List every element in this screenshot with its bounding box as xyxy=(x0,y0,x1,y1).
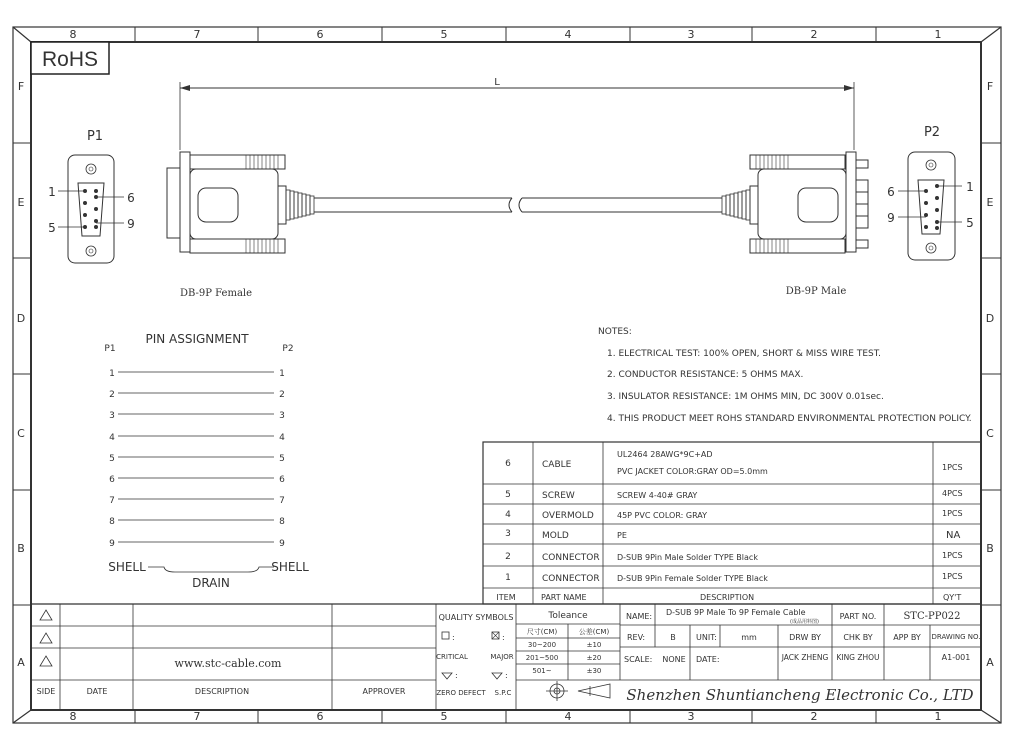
row-label-b-right: B xyxy=(986,542,994,555)
shell-right-label: SHELL xyxy=(271,560,309,574)
bom-row-4-desc: 45P PVC COLOR: GRAY xyxy=(617,511,708,520)
notes-title: NOTES: xyxy=(598,327,632,337)
name-sub: (成品用料图) xyxy=(790,619,819,625)
note-4: 4. THIS PRODUCT MEET ROHS STANDARD ENVIRONMENTAL PROTECTION POLICY. xyxy=(607,414,972,424)
tolerance-title: Toleance xyxy=(548,611,588,621)
tol-row2-range: 201~500 xyxy=(525,654,559,662)
pa-left-6: 6 xyxy=(109,475,115,485)
warning-icon xyxy=(40,633,52,643)
male-caption: DB-9P Male xyxy=(785,286,847,297)
drw-by-value: JACK ZHENG xyxy=(781,653,829,662)
col-label-4: 4 xyxy=(564,28,572,41)
rev-header-desc: DESCRIPTION xyxy=(194,687,250,696)
row-label-a-right: A xyxy=(986,656,994,669)
col-label-7: 7 xyxy=(193,28,201,41)
pa-right-1: 1 xyxy=(279,369,285,379)
male-connector-body xyxy=(722,152,868,253)
zero-defect-icon xyxy=(442,673,452,679)
title-grid xyxy=(620,604,981,704)
bom-row-3-qty: NA xyxy=(946,530,961,541)
pa-right-5: 5 xyxy=(279,454,285,464)
unit-label: UNIT: xyxy=(696,633,717,642)
row-label-e: E xyxy=(17,196,25,209)
revision-warning-icons xyxy=(40,610,52,666)
row-label-f-right: F xyxy=(986,80,994,93)
p2-label: P2 xyxy=(923,125,941,140)
col-label-6: 6 xyxy=(316,28,324,41)
tolerance-col1: 尺寸(CM) xyxy=(526,628,558,636)
zero-defect-label: ZERO DEFECT xyxy=(436,689,486,697)
svg-text::: : xyxy=(452,633,455,642)
part-no-value: STC-PP022 xyxy=(903,611,961,622)
row-label-c: C xyxy=(17,427,25,440)
pa-left-1: 1 xyxy=(109,369,115,379)
col-label-7-bottom: 7 xyxy=(193,710,201,723)
scale-label: SCALE: xyxy=(624,655,653,664)
col-label-5-bottom: 5 xyxy=(440,710,448,723)
bom-row-2-item: 2 xyxy=(505,552,511,562)
bom-row-4-part: OVERMOLD xyxy=(542,511,594,521)
part-no-label: PART NO. xyxy=(839,612,877,621)
app-by-label: APP BY xyxy=(893,633,921,642)
bom-row-1-qty: 1PCS xyxy=(942,572,963,581)
cable-line xyxy=(314,198,722,212)
p2-face-view xyxy=(887,125,974,260)
pin-assignment-title: PIN ASSIGNMENT xyxy=(145,332,249,346)
col-label-8: 8 xyxy=(69,28,77,41)
pin-assignment xyxy=(104,332,309,590)
row-label-d: D xyxy=(16,312,26,325)
pa-right-7: 7 xyxy=(279,496,285,506)
bom-row-6-part: CABLE xyxy=(542,460,572,470)
bom-row-6-item: 6 xyxy=(505,459,511,469)
col-label-3: 3 xyxy=(687,28,695,41)
bom-row-5-desc: SCREW 4-40# GRAY xyxy=(617,491,698,500)
rev-header-date: DATE xyxy=(86,687,108,696)
tol-row3-val: ±30 xyxy=(586,667,602,675)
scale-value: NONE xyxy=(662,655,686,664)
bom-row-5-qty: 4PCS xyxy=(942,489,963,498)
bom-row-6-qty: 1PCS xyxy=(942,463,963,472)
bom-header-item: ITEM xyxy=(496,593,516,602)
tol-row1-val: ±10 xyxy=(586,641,602,649)
p1-pin-6: 6 xyxy=(127,191,135,205)
bom-row-6-desc: UL2464 28AWG*9C+AD xyxy=(617,450,713,459)
p1-pin-9: 9 xyxy=(127,217,135,231)
length-label: L xyxy=(494,77,500,88)
warning-icon xyxy=(40,656,52,666)
p2-pin-6: 6 xyxy=(887,185,895,199)
bom-row-1-part: CONNECTOR xyxy=(542,574,600,584)
bom-row-5-item: 5 xyxy=(505,490,511,500)
projection-symbol-icon xyxy=(546,681,610,701)
warning-icon xyxy=(40,610,52,620)
revision-table xyxy=(31,604,436,710)
rev-header-approver: APPROVER xyxy=(362,687,406,696)
company-name: Shenzhen Shuntiancheng Electronic Co., LTD xyxy=(626,686,974,704)
pin-assignment-p2: P2 xyxy=(282,344,294,354)
pa-left-9: 9 xyxy=(109,539,115,549)
note-1: 1. ELECTRICAL TEST: 100% OPEN, SHORT & MISS WIRE TEST. xyxy=(607,349,882,359)
tol-row1-range: 30~200 xyxy=(527,641,557,649)
p2-pin-5: 5 xyxy=(966,216,974,230)
unit-value: mm xyxy=(741,633,757,642)
bom-row-5-part: SCREW xyxy=(542,491,575,501)
col-label-1-bottom: 1 xyxy=(934,710,942,723)
pa-right-4: 4 xyxy=(279,433,285,443)
drawing-no-label: DRAWING NO. xyxy=(931,633,981,641)
p2-pin-1: 1 xyxy=(966,180,974,194)
bom-row-3-item: 3 xyxy=(505,529,511,539)
tolerance-col2: 公差(CM) xyxy=(578,628,610,636)
pa-left-7: 7 xyxy=(109,496,115,506)
p1-pin-1: 1 xyxy=(48,185,56,199)
major-label: MAJOR xyxy=(490,653,514,661)
svg-text::: : xyxy=(455,671,458,680)
rohs-label: RoHS xyxy=(41,48,99,71)
pa-left-3: 3 xyxy=(109,411,115,421)
chk-by-value: KING ZHOU xyxy=(836,653,880,662)
col-label-8-bottom: 8 xyxy=(69,710,77,723)
shell-left-label: SHELL xyxy=(108,560,146,574)
bom-header-desc: DESCRIPTION xyxy=(700,593,755,602)
name-value: D-SUB 9P Male To 9P Female Cable xyxy=(666,608,806,617)
drain-label: DRAIN xyxy=(192,576,230,590)
website-text: www.stc-cable.com xyxy=(174,657,282,670)
row-label-c-right: C xyxy=(986,427,994,440)
pin-assignment-p1: P1 xyxy=(104,344,116,354)
bom-row-2-qty: 1PCS xyxy=(942,551,963,560)
col-label-2-bottom: 2 xyxy=(810,710,818,723)
rev-value: B xyxy=(670,633,676,642)
drw-by-label: DRW BY xyxy=(789,633,821,642)
svg-text::: : xyxy=(505,671,508,680)
pa-right-9: 9 xyxy=(279,539,285,549)
bom-row-1-desc: D-SUB 9Pin Female Solder TYPE Black xyxy=(617,574,768,583)
drawing-no-value: A1-001 xyxy=(941,653,971,662)
bom-header-qty: QY'T xyxy=(943,593,962,602)
col-label-1: 1 xyxy=(934,28,942,41)
notes xyxy=(598,327,972,424)
name-label: NAME: xyxy=(626,612,653,621)
col-label-5: 5 xyxy=(440,28,448,41)
pa-left-8: 8 xyxy=(109,517,115,527)
col-label-3-bottom: 3 xyxy=(687,710,695,723)
row-label-b: B xyxy=(17,542,25,555)
bom-header-part: PART NAME xyxy=(541,593,587,602)
pa-right-6: 6 xyxy=(279,475,285,485)
col-label-2: 2 xyxy=(810,28,818,41)
p2-pin-9: 9 xyxy=(887,211,895,225)
critical-label: CRITICAL xyxy=(436,653,468,661)
female-connector-body xyxy=(167,152,314,253)
row-label-f: F xyxy=(17,80,25,93)
tol-row2-val: ±20 xyxy=(586,654,602,662)
quality-symbols xyxy=(436,604,516,710)
bom-row-3-part: MOLD xyxy=(542,531,569,541)
p1-pin-5: 5 xyxy=(48,221,56,235)
date-label: DATE: xyxy=(696,655,720,664)
row-label-e-right: E xyxy=(986,196,994,209)
length-dimension xyxy=(180,77,854,150)
chk-by-label: CHK BY xyxy=(843,633,873,642)
inner-frame xyxy=(31,42,981,710)
col-label-4-bottom: 4 xyxy=(564,710,572,723)
bom-row-4-item: 4 xyxy=(505,510,511,520)
row-label-d-right: D xyxy=(985,312,995,325)
p1-face-view xyxy=(48,129,135,263)
note-3: 3. INSULATOR RESISTANCE: 1M OHMS MIN, DC 300V 0.01sec. xyxy=(607,392,884,402)
tol-row3-range: 501~ xyxy=(532,667,552,675)
bom-row-2-desc: D-SUB 9Pin Male Solder TYPE Black xyxy=(617,553,758,562)
row-label-a: A xyxy=(17,656,25,669)
spc-icon xyxy=(492,673,502,679)
note-2: 2. CONDUCTOR RESISTANCE: 5 OHMS MAX. xyxy=(607,370,804,380)
critical-symbol-icon xyxy=(442,632,449,639)
pa-right-2: 2 xyxy=(279,390,285,400)
female-caption: DB-9P Female xyxy=(179,288,253,299)
bom-row-6-desc2: PVC JACKET COLOR:GRAY OD=5.0mm xyxy=(617,467,768,476)
col-label-6-bottom: 6 xyxy=(316,710,324,723)
quality-title: QUALITY SYMBOLS xyxy=(438,613,514,622)
spc-label: S.P.C xyxy=(494,689,512,697)
svg-text::: : xyxy=(502,633,505,642)
pa-left-4: 4 xyxy=(109,433,115,443)
bom-row-2-part: CONNECTOR xyxy=(542,553,600,563)
rev-label: REV: xyxy=(627,633,646,642)
bom-row-4-qty: 1PCS xyxy=(942,509,963,518)
rev-header-side: SIDE xyxy=(36,687,56,696)
p1-label: P1 xyxy=(86,129,104,144)
bom-row-3-desc: PE xyxy=(617,531,627,540)
pa-left-2: 2 xyxy=(109,390,115,400)
bom-table xyxy=(483,442,981,604)
bom-row-1-item: 1 xyxy=(505,573,511,583)
pa-right-8: 8 xyxy=(279,517,285,527)
pa-right-3: 3 xyxy=(279,411,285,421)
pa-left-5: 5 xyxy=(109,454,115,464)
